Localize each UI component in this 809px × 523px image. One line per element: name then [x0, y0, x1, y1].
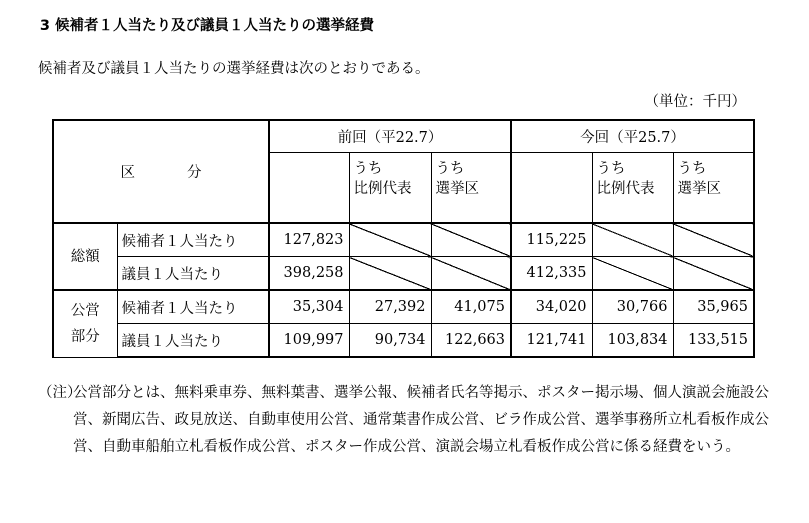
current-total-cell: 121,741	[511, 324, 592, 358]
current-district-cell-na	[673, 257, 754, 291]
previous-district-header-line-2: 選挙区	[435, 181, 479, 197]
unit-label: （単位：千円）	[644, 94, 746, 110]
row-label: 議員１人当たり	[117, 257, 269, 291]
group-label-total: 総額	[53, 223, 117, 290]
current-proportional-cell-na	[592, 223, 673, 257]
footnote-lead: （注）	[38, 385, 82, 401]
previous-district-header	[431, 153, 511, 224]
previous-district-cell: 41,075	[431, 290, 511, 324]
previous-total-cell: 109,997	[269, 324, 349, 358]
previous-proportional-cell-na	[349, 223, 431, 257]
group-label-public-line-1: 公営	[70, 302, 100, 319]
previous-total-cell: 398,258	[269, 257, 349, 291]
previous-total-cell: 35,304	[269, 290, 349, 324]
group-label-public	[53, 290, 117, 357]
category-header-char-1: 区	[120, 165, 135, 181]
previous-proportional-header	[349, 153, 431, 224]
current-proportional-header-line-2: 比例代表	[596, 181, 655, 197]
footnote-text: 公営部分とは、無料乗車券、無料葉書、選挙公報、候補者氏名等掲示、ポスター掲示場、個人演説会施設公営、新聞広告、政見放送、自動車使用公営、通常葉書作成公営、ビラ作成公営、選挙事務所立札看板作成公営、自動車船舶立札看板作成公営、ポスター作成公営、演説会場立札看板作成公営に係る経費をいう。	[73, 385, 769, 455]
table-row	[53, 257, 754, 291]
current-proportional-cell-na	[592, 257, 673, 291]
previous-total-cell: 127,823	[269, 223, 349, 257]
previous-total-header	[269, 153, 349, 224]
previous-proportional-cell: 27,392	[349, 290, 431, 324]
current-proportional-header	[592, 153, 673, 224]
table-row	[53, 324, 754, 358]
section-title: 候補者１人当たり及び議員１人当たりの選挙経費	[55, 18, 374, 34]
current-district-header	[673, 153, 754, 224]
row-label: 議員１人当たり	[117, 324, 269, 358]
row-label: 候補者１人当たり	[117, 223, 269, 257]
footnote	[38, 380, 788, 461]
previous-district-cell: 122,663	[431, 324, 511, 358]
current-proportional-cell: 30,766	[592, 290, 673, 324]
current-proportional-header-line-1: うち	[596, 161, 626, 177]
intro-text: 候補者及び議員１人当たりの選挙経費は次のとおりである。	[38, 61, 430, 77]
current-district-cell: 133,515	[673, 324, 754, 358]
previous-proportional-cell-na	[349, 257, 431, 291]
previous-proportional-header-line-2: 比例代表	[353, 181, 412, 197]
category-header-char-2: 分	[187, 165, 202, 181]
current-total-cell: 115,225	[511, 223, 592, 257]
section-number: 3	[39, 18, 50, 34]
category-header	[53, 120, 269, 223]
previous-proportional-cell: 90,734	[349, 324, 431, 358]
current-district-header-line-2: 選挙区	[677, 181, 721, 197]
previous-district-cell-na	[431, 257, 511, 291]
current-total-cell: 34,020	[511, 290, 592, 324]
previous-district-cell-na	[431, 223, 511, 257]
election-expense-table	[52, 119, 755, 358]
table-row	[53, 223, 754, 257]
current-district-header-line-1: うち	[677, 161, 707, 177]
group-label-public-line-2: 部分	[70, 328, 100, 345]
current-election-header: 今回（平25.7）	[511, 120, 754, 153]
current-district-cell: 35,965	[673, 290, 754, 324]
previous-district-header-line-1: うち	[435, 161, 465, 177]
current-proportional-cell: 103,834	[592, 324, 673, 358]
table-row	[53, 290, 754, 324]
current-total-cell: 412,335	[511, 257, 592, 291]
current-total-header	[511, 153, 592, 224]
previous-proportional-header-line-1: うち	[353, 161, 383, 177]
previous-election-header: 前回（平22.7）	[269, 120, 511, 153]
row-label: 候補者１人当たり	[117, 290, 269, 324]
current-district-cell-na	[673, 223, 754, 257]
section-heading	[22, 14, 374, 35]
